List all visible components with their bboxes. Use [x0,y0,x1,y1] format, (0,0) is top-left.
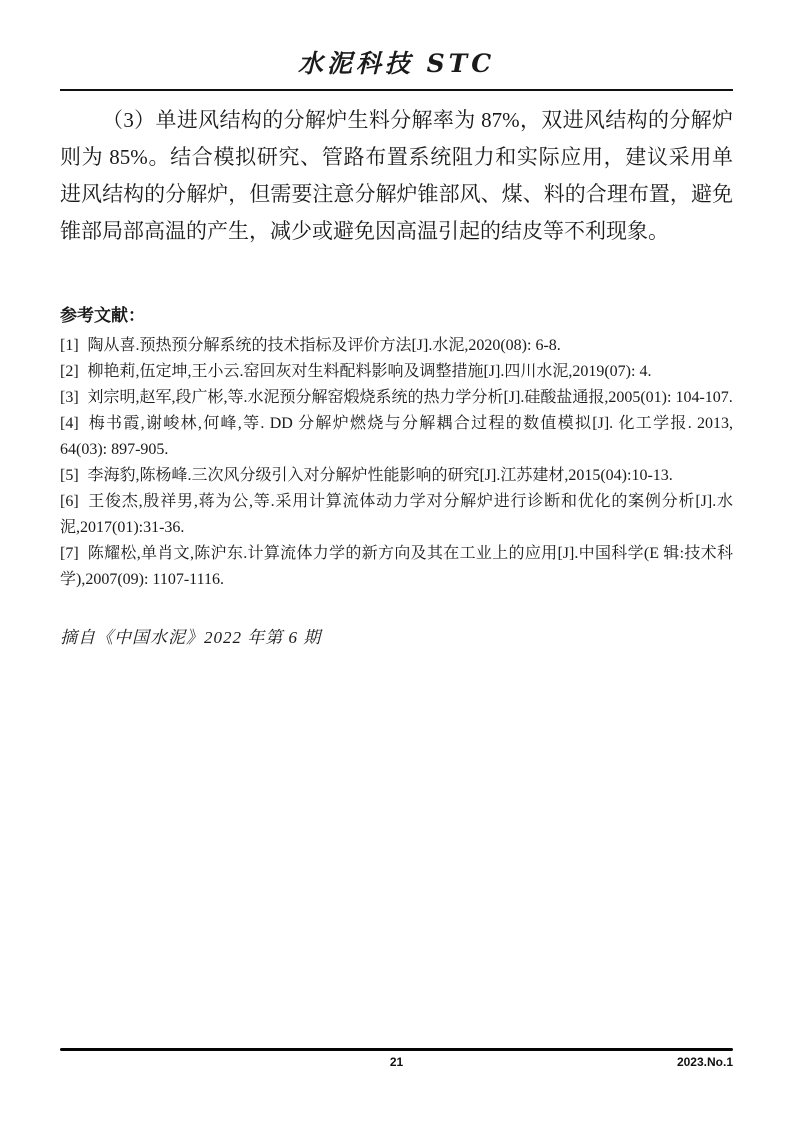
reference-text: 陶从喜.预热预分解系统的技术指标及评价方法[J].水泥,2020(08): 6-8. [87,337,561,354]
reference-text: 刘宗明,赵军,段广彬,等.水泥预分解窑煅烧系统的热力学分析[J].硅酸盐通报,2005(01): 104-107. [87,389,733,406]
header-rule [60,89,733,91]
references-heading: 参考文献： [60,306,145,325]
reference-number: [7] [60,545,79,562]
reference-text: 李海豹,陈杨峰.三次风分级引入对分解炉性能影响的研究[J].江苏建材,2015(04):10-13. [87,467,673,484]
journal-title: 水泥科技 STC [297,49,496,78]
page-number: 21 [389,1055,404,1069]
reference-item [60,359,733,385]
references-list [60,333,733,593]
reference-item [60,541,733,593]
reference-text: 柳艳莉,伍定坤,王小云.窑回灰对生料配料影响及调整措施[J].四川水泥,2019(07): 4. [87,363,652,380]
source-note: 摘自《中国水泥》2022 年第 6 期 [60,628,322,647]
page-content [60,0,733,648]
conclusion-paragraph: （3）单进风结构的分解炉生料分解率为 87%，双进风结构的分解炉则为 85%。结合模拟研究、管路布置系统阻力和实际应用，建议采用单进风结构的分解炉，但需要注意分解炉锥部风、煤、料的合理布置，避免锥部局部高温的产生，减少或避免因高温引起的结皮等不利现象。 [60,108,733,243]
reference-item [60,411,733,463]
reference-item [60,333,733,359]
reference-text: 王俊杰,殷祥男,蒋为公,等.采用计算流体动力学对分解炉进行诊断和优化的案例分析[J].水泥,2017(01):31-36. [60,493,733,536]
reference-item [60,463,733,489]
reference-item [60,489,733,541]
reference-number: [3] [60,389,79,406]
reference-number: [6] [60,493,79,510]
reference-text: 陈耀松,单肖文,陈沪东.计算流体力学的新方向及其在工业上的应用[J].中国科学(E 辑:技术科学),2007(09): 1107-1116. [60,545,733,588]
reference-number: [2] [60,363,79,380]
reference-item [60,385,733,411]
reference-text: 梅书霞,谢峻林,何峰,等. DD 分解炉燃烧与分解耦合过程的数值模拟[J]. 化工学报. 2013, 64(03): 897-905. [60,415,733,458]
reference-number: [5] [60,467,79,484]
footer-rule [60,1048,733,1051]
page-footer [60,1048,733,1073]
reference-number: [1] [60,337,79,354]
issue-label: 2023.No.1 [676,1055,733,1069]
reference-number: [4] [60,415,79,432]
footer-row [60,1055,733,1073]
